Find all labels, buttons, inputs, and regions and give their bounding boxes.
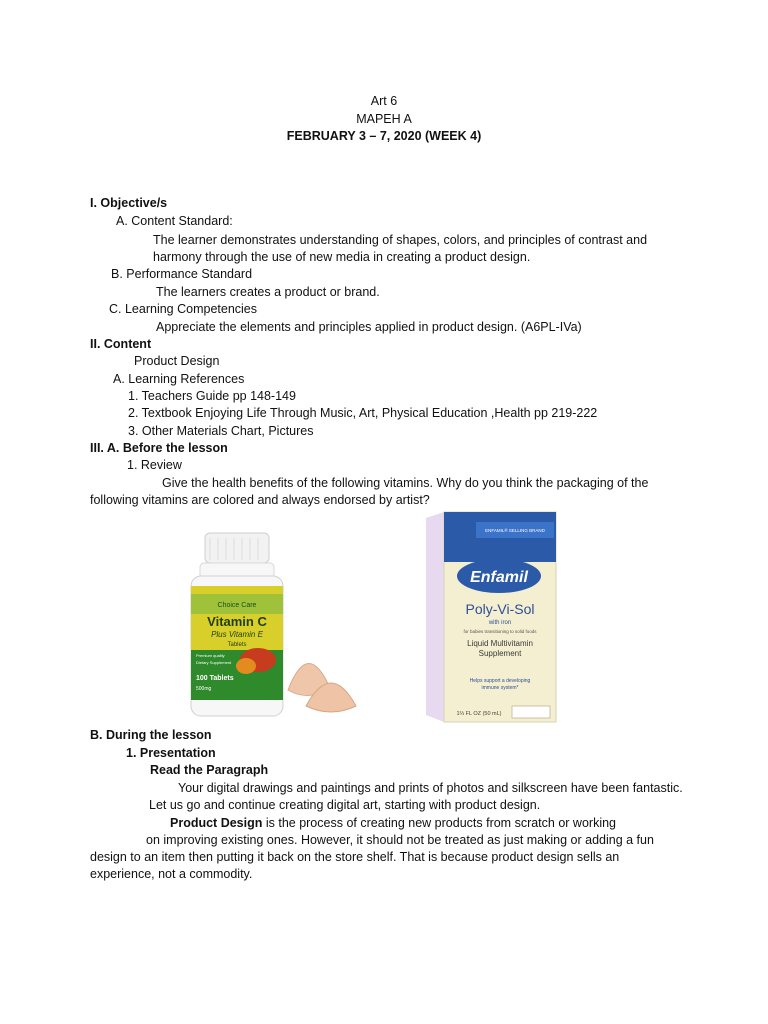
- box-help-1: Helps support a developing: [469, 678, 531, 684]
- read-paragraph-heading: Read the Paragraph: [150, 763, 269, 777]
- box-desc: for babies transitioning to solid foods: [463, 629, 537, 634]
- box-with: with iron: [488, 620, 512, 626]
- doc-title: Art 6: [370, 94, 398, 108]
- presentation-heading: 1. Presentation: [126, 746, 216, 760]
- bottle-form: Tablets: [227, 642, 247, 648]
- bottle-note: Dietary Supplement: [196, 660, 232, 665]
- box-help-2: immune system*: [481, 685, 519, 691]
- paragraph-line-2: Let us go and continue creating digital art, starting with product design.: [149, 798, 541, 812]
- performance-standard-heading: B. Performance Standard: [111, 267, 253, 281]
- box-banner: ENFAMIL® SELLING BRAND: [485, 528, 545, 533]
- reference-textbook: 2. Textbook Enjoying Life Through Music, Art, Physical Education ,Health pp 219-222: [128, 406, 598, 420]
- doc-date: FEBRUARY 3 – 7, 2020 (WEEK 4): [286, 129, 482, 143]
- box-volume: 1⅔ FL OZ (50 mL): [456, 711, 502, 717]
- paragraph-line-4: on improving existing ones. However, it should not be treated as just making or adding a fun: [146, 833, 654, 847]
- bottle-badge: Premium quality: [196, 653, 225, 658]
- paragraph-line-5: design to an item then putting it back on the store shelf. That is because product design sells an: [90, 850, 620, 864]
- section-objectives: I. Objective/s: [90, 196, 168, 210]
- bottle-count: 100 Tablets: [196, 675, 234, 682]
- box-brand: Enfamil: [470, 569, 528, 586]
- content-standard-text-1: The learner demonstrates understanding of shapes, colors, and principles of contrast and: [153, 233, 648, 247]
- vitamin-c-bottle-image: [188, 530, 373, 720]
- section-content: II. Content: [90, 337, 152, 351]
- content-standard-heading: A. Content Standard:: [116, 214, 233, 228]
- bottle-brand: Choice Care: [217, 602, 257, 609]
- learning-references-heading: A. Learning References: [113, 372, 245, 386]
- reference-other-materials: 3. Other Materials Chart, Pictures: [128, 424, 314, 438]
- performance-standard-text: The learners creates a product or brand.: [156, 285, 380, 299]
- bottle-sub: Plus Vitamin E: [211, 630, 263, 639]
- paragraph-line-3: [170, 815, 616, 831]
- learning-competencies-text: Appreciate the elements and principles applied in product design. (A6PL-IVa): [156, 320, 582, 334]
- box-type-2: Supplement: [478, 649, 522, 658]
- product-design-term: Product Design: [170, 816, 263, 830]
- box-type-1: Liquid Multivitamin: [467, 639, 533, 648]
- section-during-lesson: B. During the lesson: [90, 728, 212, 742]
- review-heading: 1. Review: [127, 458, 182, 472]
- bottle-dose: 500mg: [196, 686, 212, 692]
- section-before-lesson: III. A. Before the lesson: [90, 441, 228, 455]
- doc-subject: MAPEH A: [356, 112, 412, 126]
- review-text-2: following vitamins are colored and always endorsed by artist?: [90, 493, 430, 507]
- bottle-name: Vitamin C: [207, 614, 267, 629]
- reference-teachers-guide: 1. Teachers Guide pp 148-149: [128, 389, 296, 403]
- box-name: Poly-Vi-Sol: [465, 601, 535, 617]
- learning-competencies-heading: C. Learning Competencies: [109, 302, 257, 316]
- paragraph-line-3-rest: is the process of creating new products from scratch or working: [262, 816, 616, 830]
- content-topic: Product Design: [134, 354, 220, 368]
- content-standard-text-2: harmony through the use of new media in creating a product design.: [153, 250, 531, 264]
- paragraph-line-1: Your digital drawings and paintings and prints of photos and silkscreen have been fantastic.: [178, 781, 683, 795]
- enfamil-box-image: [424, 510, 559, 725]
- paragraph-line-6: experience, not a commodity.: [90, 867, 253, 881]
- review-text-1: Give the health benefits of the following vitamins. Why do you think the packaging of the: [162, 476, 649, 490]
